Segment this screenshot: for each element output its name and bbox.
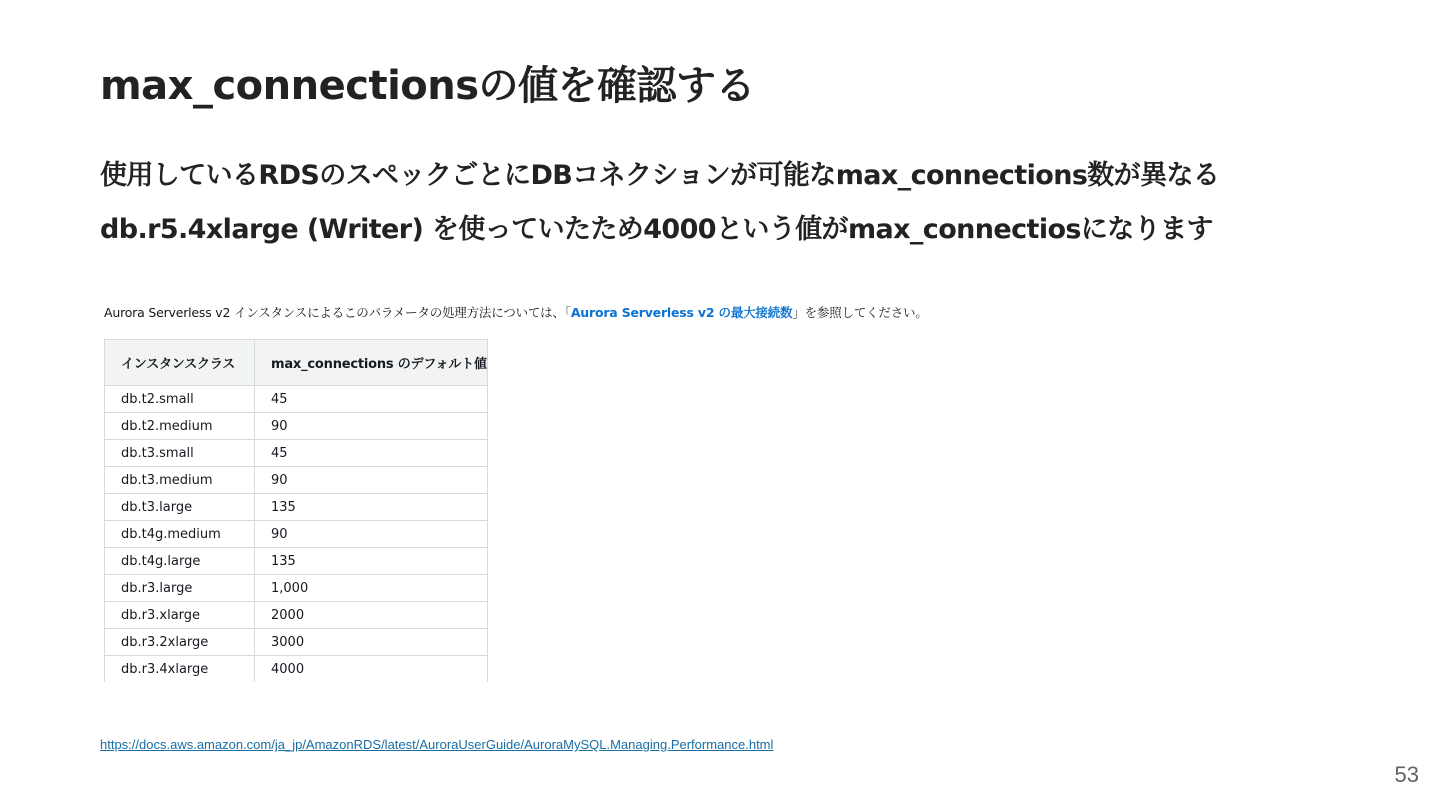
source-url-link[interactable]: https://docs.aws.amazon.com/ja_jp/AmazonRDS/latest/AuroraUserGuide/AuroraMySQL.Managing.Performance.html xyxy=(100,737,774,752)
table-row xyxy=(105,656,488,683)
table-row xyxy=(105,575,488,602)
docs-screenshot xyxy=(104,300,944,682)
instance-class-cell: db.r3.xlarge xyxy=(105,602,255,629)
table-row xyxy=(105,494,488,521)
intro-text-before: Aurora Serverless v2 インスタンスによるこのパラメータの処理方法については、「 xyxy=(104,305,571,320)
instance-class-cell: db.t4g.medium xyxy=(105,521,255,548)
table-row xyxy=(105,548,488,575)
max-connections-cell: 135 xyxy=(255,494,488,521)
instance-class-cell: db.t2.medium xyxy=(105,413,255,440)
table-row xyxy=(105,521,488,548)
serverless-max-connections-link[interactable]: Aurora Serverless v2 の最大接続数 xyxy=(570,305,793,320)
instance-class-cell: db.t4g.large xyxy=(105,548,255,575)
max-connections-cell: 3000 xyxy=(255,629,488,656)
instance-class-cell: db.r3.4xlarge xyxy=(105,656,255,683)
instance-class-cell: db.r3.large xyxy=(105,575,255,602)
max-connections-cell: 4000 xyxy=(255,656,488,683)
max-connections-cell: 45 xyxy=(255,386,488,413)
intro-text-after: 」を参照してください。 xyxy=(792,305,928,320)
table-row xyxy=(105,386,488,413)
instance-class-cell: db.r3.2xlarge xyxy=(105,629,255,656)
table-row xyxy=(105,629,488,656)
instance-class-cell: db.t3.large xyxy=(105,494,255,521)
max-connections-cell: 90 xyxy=(255,467,488,494)
max-connections-cell: 1,000 xyxy=(255,575,488,602)
max-connections-cell: 90 xyxy=(255,413,488,440)
column-header-instance-class: インスタンスクラス xyxy=(105,340,255,386)
column-header-max-connections: max_connections のデフォルト値 xyxy=(255,340,488,386)
table-row xyxy=(105,467,488,494)
table-row xyxy=(105,413,488,440)
max-connections-cell: 45 xyxy=(255,440,488,467)
table-row xyxy=(105,602,488,629)
max-connections-table xyxy=(104,339,488,682)
page-number: 53 xyxy=(1394,762,1419,787)
instance-class-cell: db.t3.small xyxy=(105,440,255,467)
table-row xyxy=(105,440,488,467)
docs-intro-text xyxy=(104,300,944,326)
max-connections-cell: 2000 xyxy=(255,602,488,629)
max-connections-cell: 135 xyxy=(255,548,488,575)
bullet-line: 使用しているRDSのスペックごとにDBコネクションが可能なmax_connections数が異なる xyxy=(100,160,1220,191)
max-connections-cell: 90 xyxy=(255,521,488,548)
bullet-list xyxy=(100,154,1219,262)
instance-class-cell: db.t2.small xyxy=(105,386,255,413)
table-header-row xyxy=(105,340,488,386)
bullet-line: db.r5.4xlarge (Writer) を使っていたため4000という値がmax_connectiosになります xyxy=(100,214,1213,245)
instance-class-cell: db.t3.medium xyxy=(105,467,255,494)
slide-title: max_connectionsの値を確認する xyxy=(100,63,756,109)
